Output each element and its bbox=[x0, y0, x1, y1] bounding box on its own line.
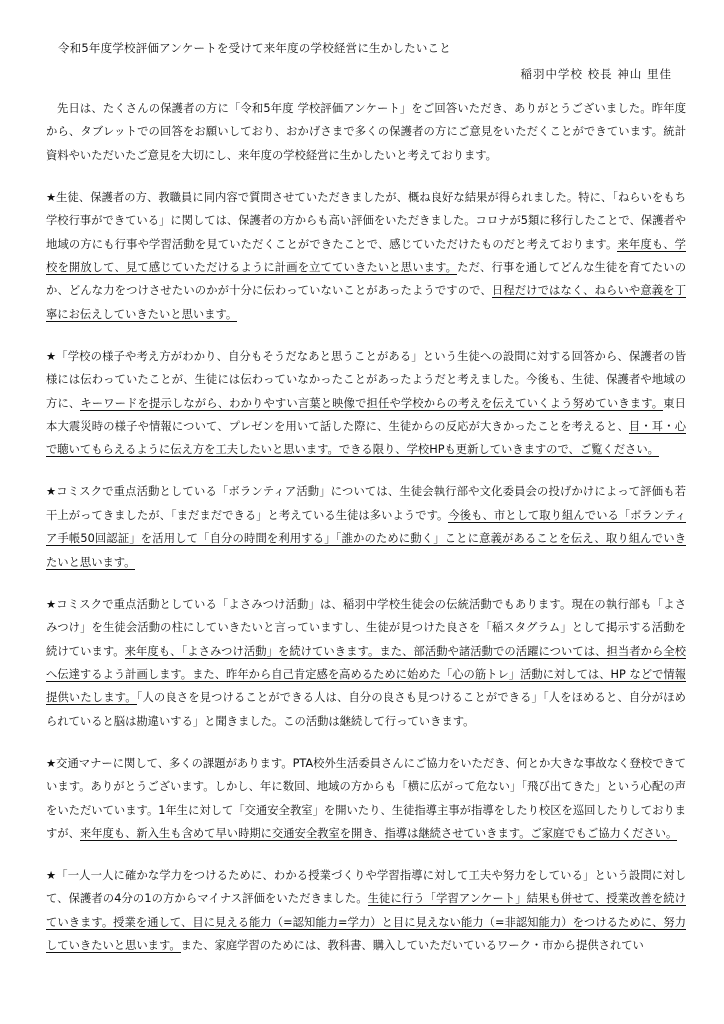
underlined-text: 目・耳・心で聴いてもらえるように伝え方を工夫したいと思います。できる限り、学校HPも更新していきますので、ご覧ください。 bbox=[46, 420, 686, 457]
underlined-text: 来年度も、「よさみつけ活動」を続けていきます。また、部活動や諸活動での活躍については、担当者から全校へ伝達するよう計画します。また、昨年から自己肯定感を高めるために始めた「心の筋トレ」活動に対しては、HP などで情報提供いたします。 bbox=[46, 644, 686, 705]
section-volunteer bbox=[46, 480, 686, 574]
section-text: ★コミスクで重点活動としている「よさみつけ活動」は、稲羽中学校生徒会の伝統活動でもあります。現在の執行部も「よさみつけ」を生徒会活動の柱にしていきたいと言っていますし、生徒が見つけた良さを「稲スタグラム」として掲示する活動を続けています。 bbox=[46, 597, 686, 658]
section-traffic bbox=[46, 752, 686, 846]
section-text: ただ、行事を通してどんな生徒を育てたいのか、どんな力をつけさせたいのかが十分に伝わっていないことがあったようですので、 bbox=[46, 261, 686, 298]
section-text: ★「学校の様子や考え方がわかり、自分もそうだなあと思うことがある」という生徒への設問に対する回答から、保護者の皆様には伝わっていたことが、生徒には伝わっていなかったことがあったようだと考えました。今後も、生徒、保護者や地域の方に、 bbox=[46, 349, 686, 410]
section-yosamitsuke bbox=[46, 593, 686, 733]
section-text: 東日本大震災時の様子や情報について、プレゼンを用いて話した際に、生徒からの反応が大きかったことを考えると、 bbox=[46, 396, 686, 434]
section-text: ★コミスクで重点活動としている「ボランティア活動」については、生徒会執行部や文化委員会の投げかけによって評価も若干上がってきましたが、「まだまだできる」と考えている生徒は多いようです。 bbox=[46, 485, 686, 522]
underlined-text: 日程だけではなく、ねらいや意義を丁寧にお伝えしていきたいと思います。 bbox=[46, 284, 686, 321]
section-text: ★「一人一人に確かな学力をつけるために、わかる授業づくりや学習指導に対して工夫や努力をしている」という設問に対して、保護者の4分の1の方からマイナス評価をいただきました。 bbox=[46, 868, 686, 906]
section-text: また、家庭学習のためには、教科書、購入していただいているワーク・市から提供されてい bbox=[180, 939, 644, 953]
section-text: 「人の良さを見つけることができる人は、自分の良さも見つけることができる」「人をほめると、自分がほめられていると脳は勘違いする」と聞きました。この活動は継続して行っていきます。 bbox=[46, 691, 686, 728]
underlined-text: キーワードを提示しながら、わかりやすい言葉と映像で担任や学校からの考えを伝えていくよう努めていきます。 bbox=[80, 396, 664, 410]
underlined-text: 来年度も、学校を開放して、見て感じていただけるように計画を立てていきたいと思います。 bbox=[46, 237, 686, 275]
section-text: ★生徒、保護者の方、教職員に同内容で質問させていただきましたが、概ね良好な結果が得られました。特に、「ねらいをもち学校行事ができている」に関しては、保護者の方からも高い評価をいただきました。コロナが5類に移行したことで、保護者や地域の方にも行事や学習活動を見ていただくことができたことで、感じていただけたものだと考えております。 bbox=[46, 190, 686, 251]
document-title: 令和5年度学校評価アンケートを受けて来年度の学校経営に生かしたいこと bbox=[58, 41, 451, 55]
underlined-text: 生徒に行う「学習アンケート」結果も併せて、授業改善を続けていきます。授業を通して、目に見える能力（=認知能力=学力）と目に見えない能力（=非認知能力）をつけるために、努力していきたいと思います。 bbox=[46, 892, 686, 953]
section-text: ★交通マナーに関して、多くの課題があります。PTA校外生活委員さんにご協力をいただき、何とか大きな事故なく登校できています。ありがとうございます。しかし、年に数回、地域の方からも「横に広がって危ない」「飛び出てきた」という心配の声をいただいています。1年生に対して「交通安全教室」を開いたり、生徒指導主事が指導をしたり校区を巡回したりしておりますが、 bbox=[46, 756, 686, 840]
author-line: 稲羽中学校 校長 神山 里佳 bbox=[520, 67, 672, 81]
section-communication bbox=[46, 345, 686, 462]
section-events bbox=[46, 186, 686, 326]
underlined-text: 今後も、市として取り組んでいる「ボランティア手帳50回認証」を活用して「自分の時間を利用する」「誰かのために動く」ことに意義があることを伝え、取り組んでいきたいと思います。 bbox=[46, 508, 686, 569]
section-academics bbox=[46, 864, 686, 958]
document-body bbox=[46, 97, 686, 958]
intro-paragraph: 先日は、たくさんの保護者の方に「令和5年度 学校評価アンケート」をご回答いただき、ありがとうございました。昨年度から、タブレットでの回答をお願いしており、おかげさまで多くの保護者の方にご意見をいただくことができています。統計資料やいただいたご意見を大切にし、来年度の学校経営に生かしたいと考えております。 bbox=[46, 102, 686, 162]
underlined-text: 来年度も、新入生も含めて早い時期に交通安全教室を開き、指導は継続させていきます。ご家庭でもご協力ください。 bbox=[79, 826, 678, 840]
